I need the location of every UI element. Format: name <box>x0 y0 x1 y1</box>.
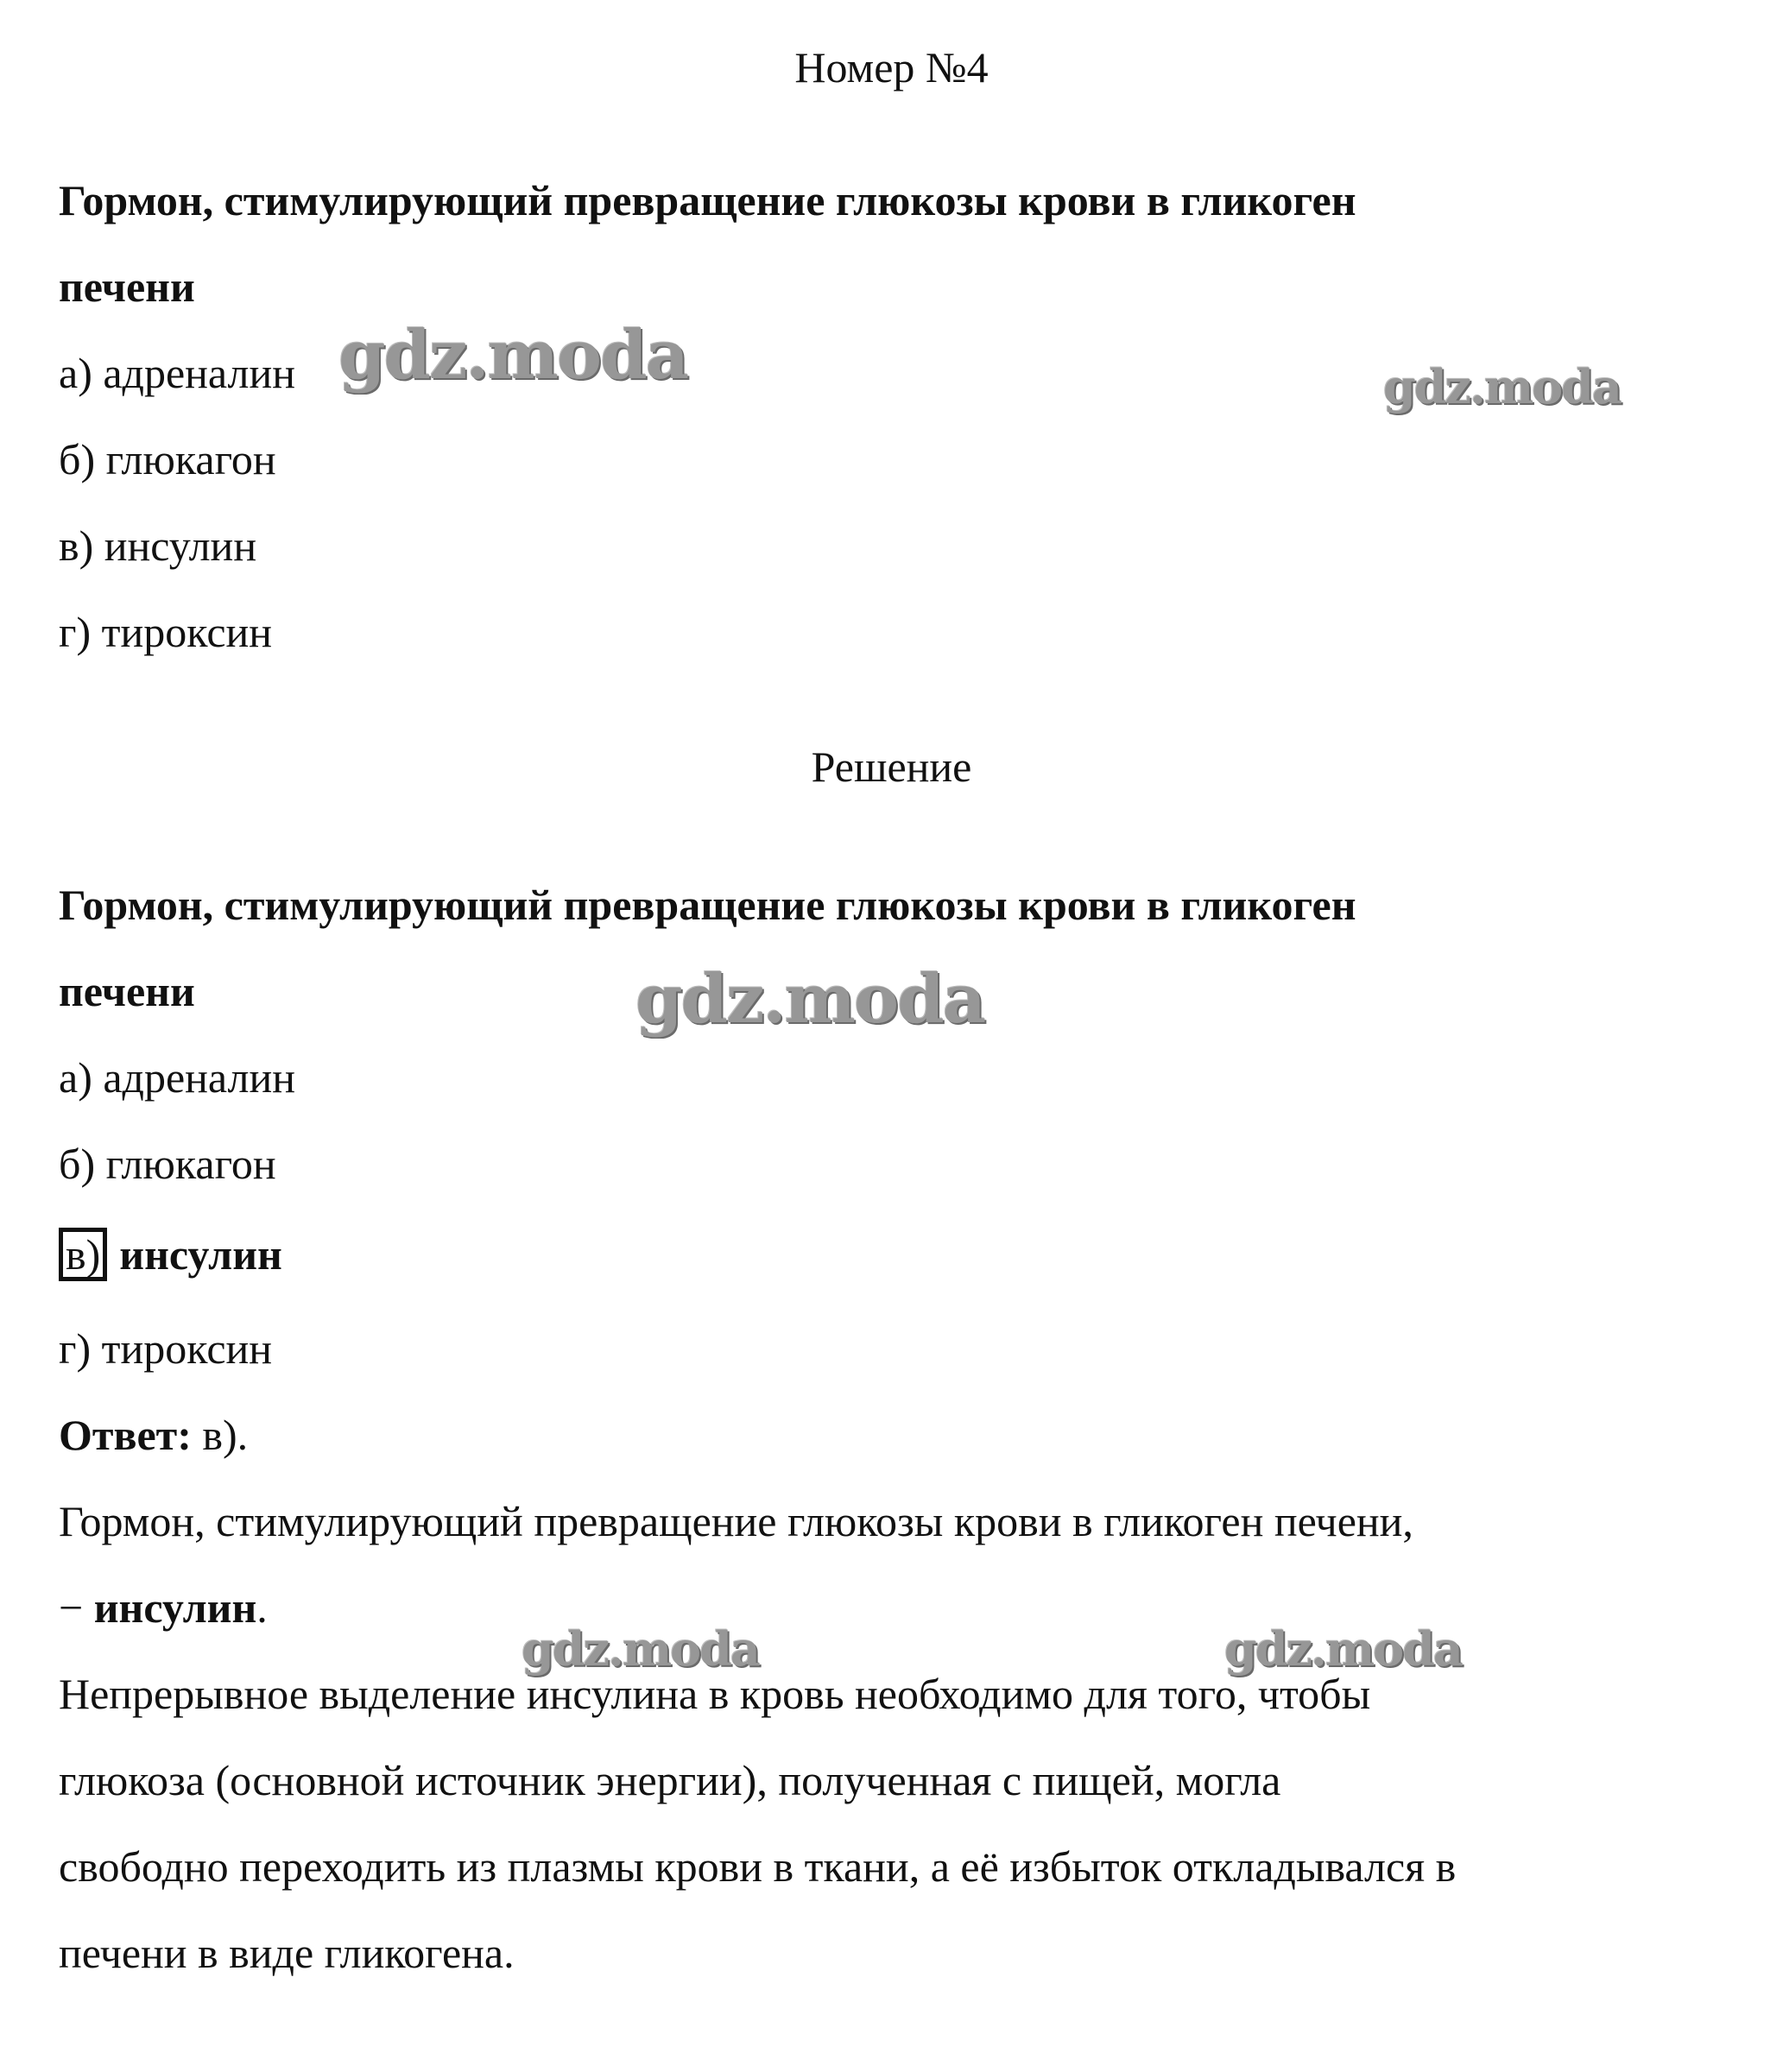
question-option-g: г) тироксин <box>59 608 273 656</box>
answer-line <box>59 1409 248 1461</box>
question-option-b: б) глюкагон <box>59 435 276 483</box>
explanation-line-5: свободно переходить из плазмы крови в ткани, а её избыток откладывался в <box>59 1842 1457 1891</box>
explanation-dash: − <box>59 1583 94 1632</box>
answer-value: в). <box>191 1411 249 1459</box>
explanation-line-4: глюкоза (основной источник энергии), полученная с пищей, могла <box>59 1756 1281 1804</box>
solution-option-g: г) тироксин <box>59 1324 273 1373</box>
solution-option-a: а) адреналин <box>59 1053 296 1102</box>
question-text-line-1: Гормон, стимулирующий превращение глюкозы крови в гликоген <box>59 176 1356 224</box>
explanation-line-3: Непрерывное выделение инсулина в кровь необходимо для того, чтобы <box>59 1670 1371 1718</box>
question-option-a: а) адреналин <box>59 349 296 397</box>
page-title: Номер №4 <box>794 43 989 92</box>
correct-answer-marker: в) <box>59 1228 107 1281</box>
watermark-5: gdz.moda <box>1224 1621 1462 1677</box>
correct-answer-text: инсулин <box>119 1230 282 1279</box>
explanation-line-1: Гормон, стимулирующий превращение глюкозы крови в гликоген печени, <box>59 1497 1413 1545</box>
solution-text-line-2: печени <box>59 967 195 1015</box>
explanation-bold-term: инсулин <box>93 1583 257 1632</box>
question-option-v: в) инсулин <box>59 521 257 570</box>
solution-option-b: б) глюкагон <box>59 1140 276 1188</box>
watermark-2: gdz.moda <box>1383 359 1621 414</box>
watermark-3: gdz.moda <box>635 960 985 1039</box>
explanation-period: . <box>256 1583 268 1632</box>
solution-heading: Решение <box>811 742 972 791</box>
watermark-1: gdz.moda <box>338 316 688 395</box>
explanation-line-2 <box>59 1582 268 1633</box>
solution-text-line-1: Гормон, стимулирующий превращение глюкозы крови в гликоген <box>59 881 1356 929</box>
answer-label: Ответ: <box>59 1411 192 1459</box>
watermark-4: gdz.moda <box>522 1621 759 1677</box>
explanation-line-6: печени в виде гликогена. <box>59 1929 515 1977</box>
question-text-line-2: печени <box>59 262 195 311</box>
solution-option-v-correct <box>59 1228 282 1281</box>
